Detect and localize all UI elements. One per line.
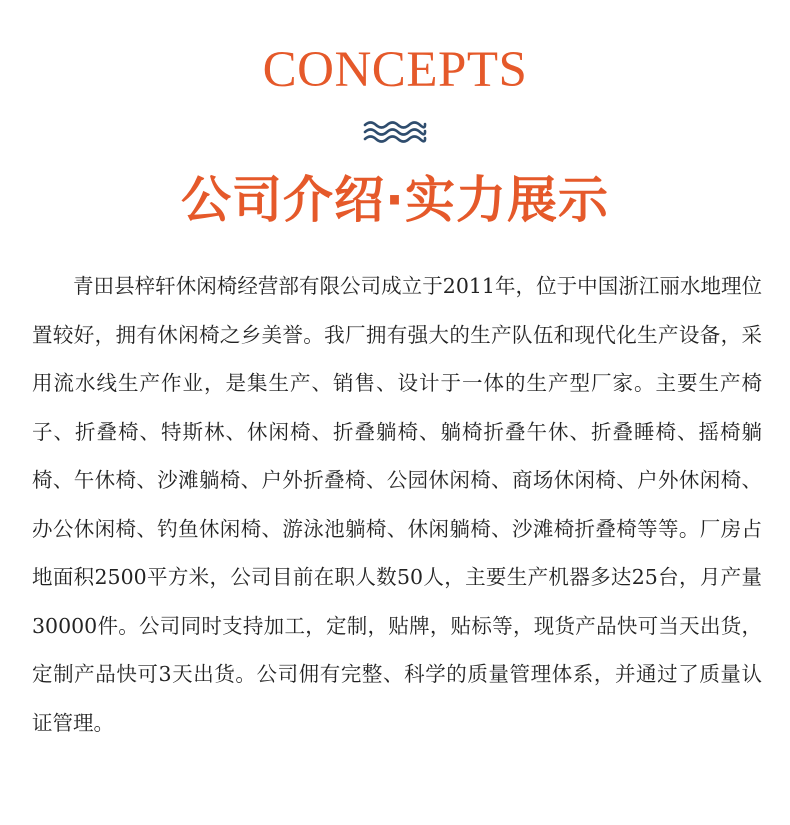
title-chinese: 公司介绍·实力展示	[181, 171, 609, 229]
company-intro-paragraph: 青田县梓轩休闲椅经营部有限公司成立于2011年，位于中国浙江丽水地理位置较好，拥有休闲椅之乡美誉。我厂拥有强大的生产队伍和现代化生产设备，采用流水线生产作业，是集生产、销售、设计于一体的生产型厂家。主要生产椅子、折叠椅、特斯林、休闲椅、折叠躺椅、躺椅折叠午休、折叠睡椅、摇椅躺椅、午休椅、沙滩躺椅、户外折叠椅、公园休闲椅、商场休闲椅、户外休闲椅、办公休闲椅、钓鱼休闲椅、游泳池躺椅、休闲躺椅、沙滩椅折叠椅等等。厂房占地面积2500平方米，公司目前在职人数50人，主要生产机器多达25台，月产量30000件。公司同时支持加工，定制，贴牌，贴标等，现货产品快可当天出货，定制产品快可3天出货。公司佣有完整、科学的质量管理体系，并通过了质量认证管理。	[32, 274, 762, 735]
wave-icon	[363, 120, 427, 144]
title-english: CONCEPTS	[262, 42, 528, 98]
